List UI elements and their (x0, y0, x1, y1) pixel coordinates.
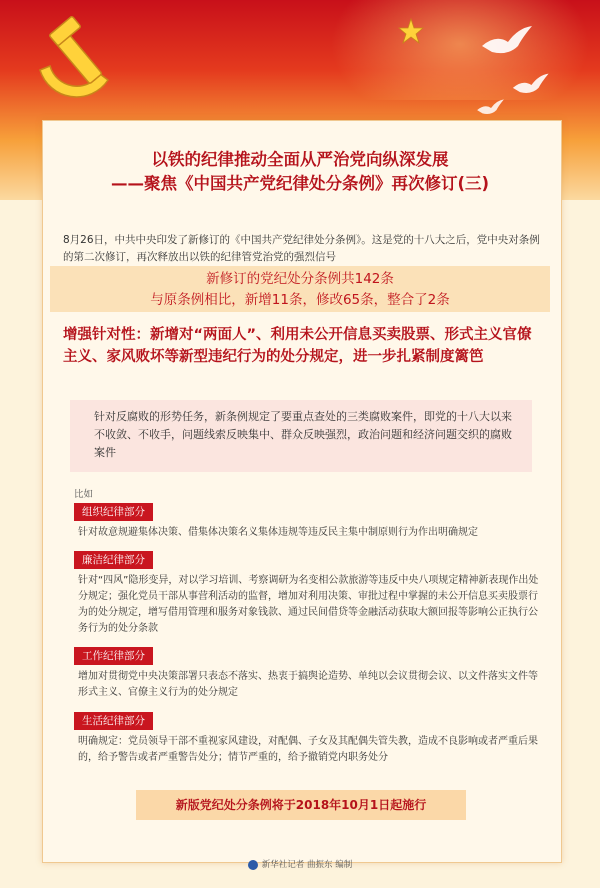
dove-icon (510, 72, 550, 98)
desc-work-discipline: 增加对贯彻党中央决策部署只表态不落实、热衷于搞舆论造势、单纯以会议贯彻会议、以文件落实文件等形式主义、官僚主义行为的处分规定 (78, 671, 538, 698)
tag-integrity-discipline: 廉洁纪律部分 (74, 551, 153, 569)
star-emblem (398, 18, 424, 44)
hammer-sickle-emblem (20, 10, 130, 110)
dove-icon (478, 24, 534, 60)
title-line-2: ——聚焦《中国共产党纪律处分条例》再次修订(三) (110, 174, 490, 193)
title-line-1: 以铁的纪律推动全面从严治党向纵深发展 (151, 150, 449, 169)
section-heading: 增强针对性：新增对“两面人”、利用未公开信息买卖股票、形式主义官僚主义、家风败坏等新型违纪行为的处分规定，进一步扎紧制度篱笆 (63, 327, 532, 365)
stats-line-1: 新修订的党纪处分条例共142条 (206, 271, 394, 287)
tag-work-discipline: 工作纪律部分 (74, 647, 153, 665)
sunburst-glow (330, 0, 590, 100)
stats-line-2: 与原条例相比，新增11条，修改65条，整合了2条 (150, 292, 450, 308)
dove-icon (475, 98, 505, 118)
xinhua-logo-icon (248, 860, 258, 870)
credit-text: 新华社记者 曲振东 编制 (261, 860, 353, 870)
effective-date-banner: 新版党纪处分条例将于2018年10月1日起施行 (136, 790, 466, 820)
desc-integrity-discipline: 针对“四风”隐形变异，对以学习培训、考察调研为名变相公款旅游等违反中央八项规定精神新表现作出处分规定；强化党员干部从事营利活动的监督，增加对利用决策、审批过程中掌握的未公开信息买卖股票行为的处分规定，增写借用管理和服务对象钱款、通过民间借贷等金融活动获取大额回报等影响公正执行公务行为的处分条款 (78, 575, 539, 634)
desc-life-discipline: 明确规定：党员领导干部不重视家风建设，对配偶、子女及其配偶失管失教，造成不良影响或者严重后果的，给予警告或者严重警告处分；情节严重的，给予撤销党内职务处分 (78, 736, 538, 763)
stats-highlight (50, 266, 550, 312)
desc-organization-discipline: 针对故意规避集体决策、借集体决策名义集体违规等违反民主集中制原则行为作出明确规定 (78, 527, 478, 538)
tag-organization-discipline: 组织纪律部分 (74, 503, 153, 521)
tag-life-discipline: 生活纪律部分 (74, 712, 153, 730)
anti-corruption-box: 针对反腐败的形势任务，新条例规定了要重点查处的三类腐败案件，即党的十八大以来不收敛、不收手，问题线索反映集中、群众反映强烈，政治问题和经济问题交织的腐败案件 (70, 400, 532, 472)
example-label: 比如 (74, 489, 94, 500)
intro-paragraph: 8月26日，中共中央印发了新修订的《中国共产党纪律处分条例》。这是党的十八大之后，党中央对条例的第二次修订，再次释放出以铁的纪律管党治党的强烈信号 (63, 234, 540, 263)
credit-line (0, 858, 600, 870)
page-title (60, 148, 540, 196)
